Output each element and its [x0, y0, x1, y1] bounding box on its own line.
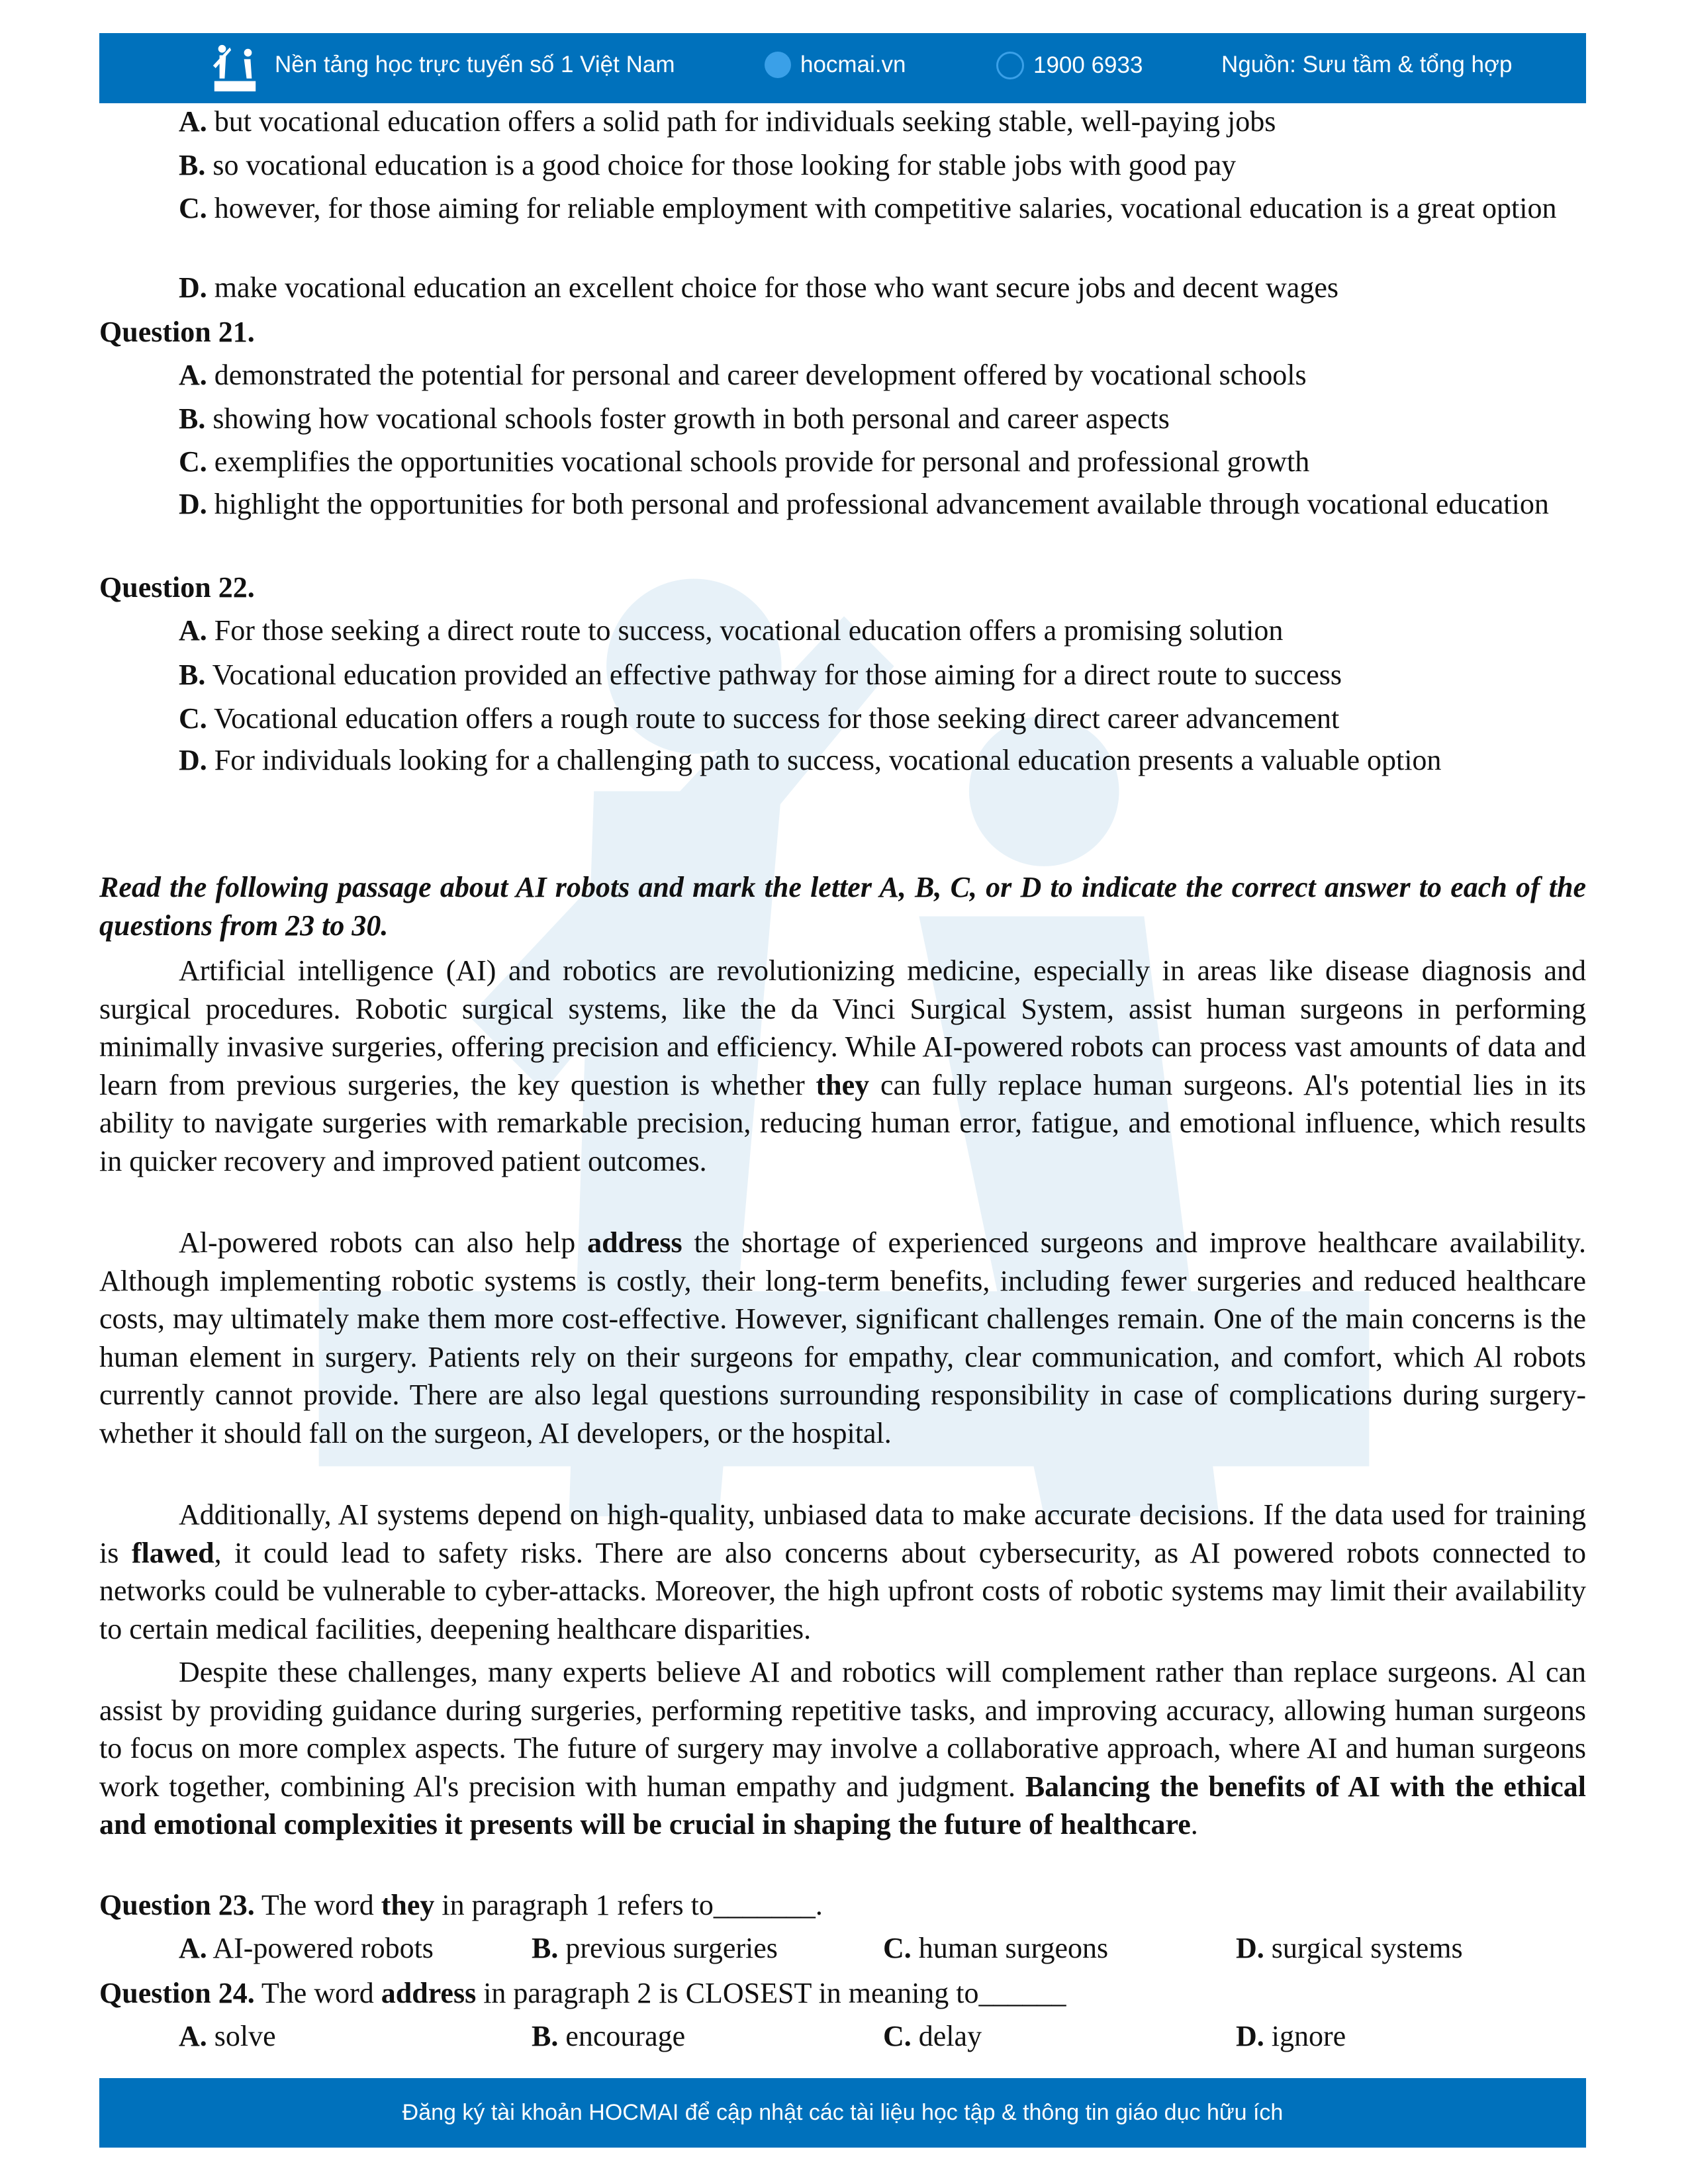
q22-option-c: C. Vocational education offers a rough route to success for those seeking direct career advancement [179, 702, 1340, 735]
q23-option-c: C. human surgeons [883, 1932, 1109, 1964]
q24-option-d: D. ignore [1236, 2020, 1346, 2052]
q21-label: Question 21. [99, 316, 255, 348]
q23-option-a: A. AI-powered robots [179, 1932, 434, 1964]
q20-option-c: C. however, for those aiming for reliable employment with competitive salaries, vocational education is a great option [179, 192, 1557, 224]
q20-option-b: B. so vocational education is a good choice for those looking for stable jobs with good pay [179, 149, 1237, 181]
q20-option-d: D. make vocational education an excellent choice for those who want secure jobs and decent wages [179, 271, 1338, 304]
phone-number: 1900 6933 [1033, 52, 1143, 78]
passage-paragraph-4: Despite these challenges, many experts believe AI and robotics will complement rather than replace surgeons. Al can assist by providing guidance during surgeries, performing repetitive tasks, and improving accuracy, allowing human surgeons to focus on more complex aspects. The future of surgery may involve a collaborative approach, where AI and human surgeons work together, combining Al's precision with human empathy and judgment. Balancing the benefits of AI with the ethical and emotional complexities it presents will be crucial in shaping the future of healthcare. [99, 1656, 1586, 1841]
q21-option-c: C. exemplifies the opportunities vocational schools provide for personal and professional growth [179, 445, 1310, 478]
hocmai-logo [209, 42, 261, 94]
passage-paragraph-2: Al-powered robots can also help address the shortage of experienced surgeons and improve healthcare availability. Although implementing robotic systems is costly, their long-term benefits, including fewer surgeries and reduced healthcare costs, may ultimately make them more cost-effective. However, significant challenges remain. One of the main concerns is the human element in surgery. Patients rely on their surgeons for empathy, clear communication, and comfort, which Al robots currently cannot provide. There are also legal questions surrounding responsibility in case of complications during surgery- whether it should fall on the surgeon, AI developers, or the hospital. [99, 1226, 1587, 1449]
tagline: Nền tảng học trực tuyến số 1 Việt Nam [275, 52, 675, 77]
q20-option-a: A. but vocational education offers a solid path for individuals seeking stable, well-paying jobs [179, 105, 1276, 138]
q24-option-c: C. delay [883, 2020, 982, 2052]
q22-option-a: A. For those seeking a direct route to success, vocational education offers a promising solution [179, 614, 1284, 647]
phone-icon [996, 52, 1024, 79]
q21-option-d: D. highlight the opportunities for both personal and professional advancement available through vocational education [179, 488, 1549, 520]
q22-option-b: B. Vocational education provided an effective pathway for those aiming for a direct route to success [179, 659, 1342, 691]
footer-banner[interactable] [99, 2078, 1586, 2148]
q24-option-a: A. solve [179, 2020, 276, 2052]
website-link[interactable]: hocmai.vn [800, 52, 906, 77]
q22-option-d: D. For individuals looking for a challenging path to success, vocational education presents a valuable option [179, 744, 1442, 776]
q22-label: Question 22. [99, 571, 255, 604]
q24-stem: Question 24. The word address in paragraph 2 is CLOSEST in meaning to______ [99, 1977, 1066, 2009]
source-note: Nguồn: Sưu tầm & tổng hợp [1221, 52, 1513, 77]
q21-option-a: A. demonstrated the potential for personal and career development offered by vocational schools [179, 359, 1307, 391]
globe-icon [765, 52, 791, 78]
q21-option-b: B. showing how vocational schools foster growth in both personal and career aspects [179, 402, 1170, 435]
passage-paragraph-1: Artificial intelligence (AI) and robotics are revolutionizing medicine, especially in areas like disease diagnosis and surgical procedures. Robotic surgical systems, like the da Vinci Surgical System, assist human surgeons in performing minimally invasive surgeries, offering precision and efficiency. While AI-powered robots can process vast amounts of data and learn from previous surgeries, the key question is whether they can fully replace human surgeons. Al's potential lies in its ability to navigate surgeries with remarkable precision, reducing human error, fatigue, and emotional influence, which results in quicker recovery and improved patient outcomes. [99, 954, 1586, 1177]
footer-signup-text: Đăng ký tài khoản HOCMAI để cập nhật các tài liệu học tập & thông tin giáo dục hữu ích [402, 2100, 1284, 2125]
q23-option-b: B. previous surgeries [532, 1932, 778, 1964]
header-banner [99, 33, 1586, 103]
q23-stem: Question 23. The word they in paragraph 1 refers to_______. [99, 1889, 823, 1921]
q24-option-b: B. encourage [532, 2020, 686, 2052]
passage-paragraph-3: Additionally, AI systems depend on high-quality, unbiased data to make accurate decisions. If the data used for training is flawed, it could lead to safety risks. There are also concerns about cybersecurity, as AI powered robots connected to networks could be vulnerable to cyber-attacks. Moreover, the high upfront costs of robotic systems may limit their availability to certain medical facilities, deepening healthcare disparities. [99, 1498, 1586, 1645]
reading-instruction: Read the following passage about AI robots and mark the letter A, B, C, or D to indicate the correct answer to each of the questions from 23 to 30. [99, 871, 1586, 942]
q23-option-d: D. surgical systems [1236, 1932, 1463, 1964]
